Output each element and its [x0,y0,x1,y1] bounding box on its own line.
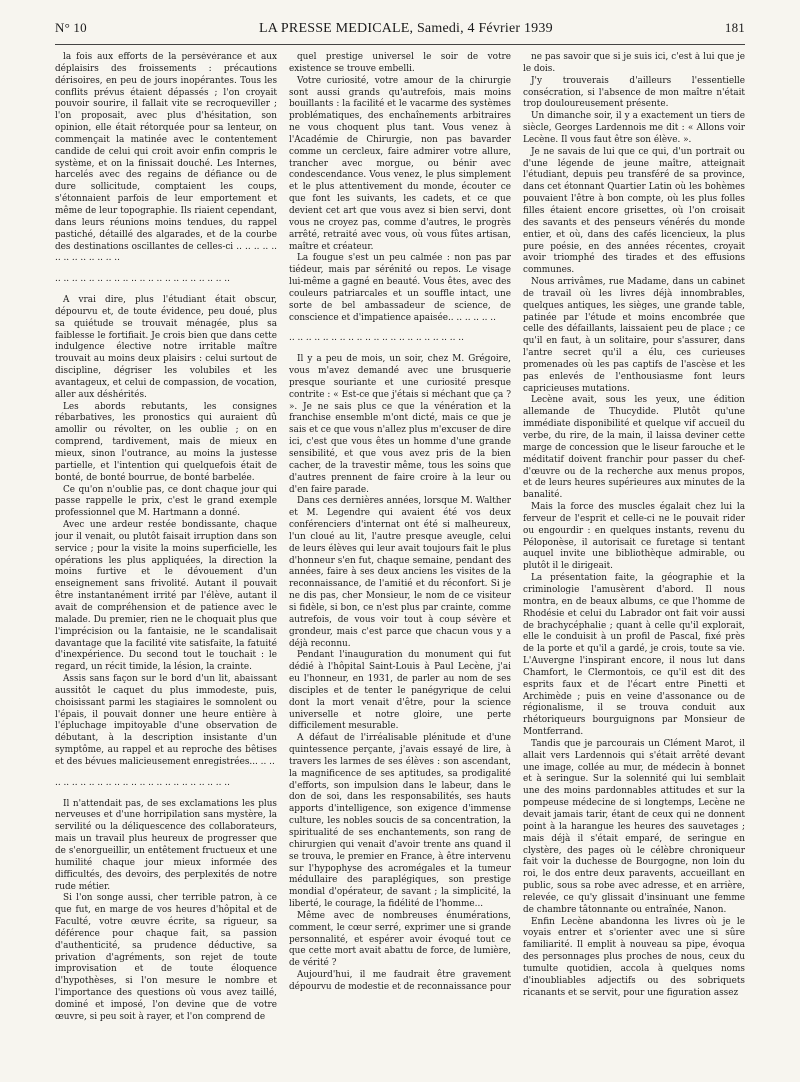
text-column-3 [523,52,745,1070]
paragraph: Lecène avait, sous les yeux, une édition allemande de Thucydide. Plutôt qu'une immédiate disponibilité et quelque vif accueil du verbe, du rire, de la main, il laissa deviner cette marge de concession que le liseur farouche et le méditatif doivent franchir pour passer du chef-d'œuvre ou de la recherche aux menus propos, et de leurs heures supérieures aux minutes de la banalité. [523,395,745,501]
paragraph: Ce qu'on n'oublie pas, ce dont chaque jour qui passe rappelle le prix, c'est le grand exemple professionnel que M. Hartmann a donné. [55,484,277,519]
paragraph: Un dimanche soir, il y a exactement un tiers de siècle, Georges Lardennois me dit : « Allons voir Lecène. Il vous faut être son élève. ». [523,111,745,145]
paragraph: Aujourd'hui, il me faudrait être gravement dépourvu de modestie et de reconnaissance pour [289,970,511,992]
paragraph: .. .. .. .. .. .. .. .. .. .. .. .. .. .. .. .. .. .. .. .. .. [55,777,230,788]
page-number: 181 [724,20,745,35]
paragraph: Assis sans façon sur le bord d'un lit, abaissant aussitôt le caquet du plus immodeste, puis, choisissant parmi les stagiaires le somnolent ou l'épais, il pouvait donner une heure entière à l'épluchage impitoyable d'une observation de débutant, à la description insistante d'un symptôme, au rappel et au reproche des bêtises et des bévues malicieusement enregistrées... .. .. [55,674,277,767]
paragraph: A vrai dire, plus l'étudiant était obscur, dépourvu et, de toute évidence, peu doué, plus sa quiétude se trouvait ménagée, plus sa faiblesse le fortifiait. Je crois bien que dans cette indulgence élective notre irritable maître trouvait au moins deux plaisirs : celui surtout de discipline, dégriser les volubiles et les avantageux, et celui de compassion, de vocation, aller aux déshérités. [55,295,277,400]
issue-number: N° 10 [55,20,87,35]
paragraph: La fougue s'est un peu calmée : non pas par tiédeur, mais par sérénité ou repos. Le visage lui-même a gagné en beauté. Vous êtes, avec des couleurs patriarcales et un souffle intact, une sorte de bel ambassadeur de science, de conscience et d'impatience apaisée.. .. .. .. .. .. [289,253,511,323]
paragraph: La présentation faite, la géographie et la criminologie l'amusèrent d'abord. Il nous montra, en de beaux albums, ce que l'homme de Rhodésie et celui du Labrador ont fait voir aussi de brachycéphalie ; quant à celle qu'il explorait, elle le conduisit à un profil de Pascal, fixé près de la porte et qu'il a gardé, je crois, toute sa vie. L'Auvergne l'inspirant encore, il nous lut dans Chamfort, le Clermontois, ce qu'il est dit des esprits faux et de l'écart entre Pinetti et Archimède ; puis en veine d'assonance ou de régionalisme, il se trouva conduit aux rhétoriqueurs bourguignons par Monsieur de Montferrand. [523,573,745,738]
paragraph: la fois aux efforts de la persévérance et aux déplaisirs des froissements : précautions dérisoires, en peu de jours inopérantes. Tous les conflits prévus étaient dépassés ; l'on croyait pouvoir sourire, il fallait vite se recroqueviller ; l'on proposait, avec plus d'hésitation, son opinion, elle était rétorquée pour sa lenteur, on commençait la matinée avec le contentement candide de celui qui croit avoir enfin compris le système, et on la finissait douché. Les Internes, harcelés avec des regains de défiance ou de dure sollicitude, comptaient les coups, s'étonnaient parfois de leur emportement et même de leur topographie. Ils riaient cependant, dans leurs réunions moins tendues, du rappel pastiché, détaillé des algarades, et de la courbe des destinations oscillantes de celles-ci .. .. .. .. .. .. .. .. .. .. .. .. .. [55,52,277,264]
paragraph: Je ne savais de lui que ce qui, d'un portrait ou d'une légende de jeune maître, atteignait l'étudiant, depuis peu transféré de sa province, dans cet étonnant Quartier Latin où les bohèmes pouvaient l'être à bon compte, où les plus folles filles étaient encore grisettes, où l'on croisait des savants et des penseurs vénérés du monde entier, et où, dans des cafés licencieux, la plus pure poésie, en des années récentes, croyait avoir triomphé des tirades et des effusions communes. [523,146,745,276]
paragraph: Tandis que je parcourais un Clément Marot, il allait vers Lardennois qui s'était arrêté devant une image, collée au mur, de médecin à bonnet et à seringue. Sur la solennité qui lui semblait une des moins pardonnables attitudes et sur la pompeuse médecine de si longtemps, Lecène ne devait jamais tarir, étant de ceux qui ne donnent point à la harangue les heures des sauvetages ; mais déjà il s'était emparé, de seringue en clystère, des pages où le célèbre chroniqueur fait voir la duchesse de Bourgogne, non loin du roi, le dos entre deux paravents, accueillant en public, sous sa robe avec adresse, et en arrière, relevée, ce qu'y glissait d'insinuant une femme de chambre tâtonnante ou entraînée, Nanon. [523,738,745,915]
paragraph: Pendant l'inauguration du monument qui fut dédié à l'hôpital Saint-Louis à Paul Lecène, j'ai eu l'honneur, en 1931, de parler au nom de ses disciples et de tenter le panégyrique de celui dont la mort venait d'être, pour la science universelle et notre gloire, une perte difficilement mesurable. [289,650,511,732]
text-column-1 [55,52,277,1070]
paragraph: A défaut de l'irréalisable plénitude et d'une quintessence perçante, j'avais essayé de lire, à travers les larmes de ses élèves : son ascendant, la magnificence de ses aptitudes, sa prodigalité d'efforts, son impulsion dans le labeur, dans le don de soi, dans les responsabilités, ses hauts apports d'intelligence, son exigence d'immense culture, les nobles soucis de sa concentration, la spiritualité de ses enchantements, son rang de chirurgien qui venait d'avoir trente ans quand il se trouva, le premier en France, à être intervenu sur l'hypophyse des acromégales et la tumeur médullaire des paraplégiques, son prestige mondial d'opérateur, de savant ; la simplicité, la liberté, le courage, la fidélité de l'homme... [289,733,511,910]
paragraph: Enfin Lecène abandonna les livres où je le voyais entrer et s'orienter avec une si sûre familiarité. Il emplit à nouveau sa pipe, évoqua des personnages plus proches de nous, ceux du tumulte quotidien, accola à quelques noms d'inoubliables adjectifs ou des sobriquets ricanants et se servit, pour une figuration assez [523,916,745,998]
text-column-2 [289,52,511,1070]
header-rule [55,44,745,45]
paragraph: Votre curiosité, votre amour de la chirurgie sont aussi grands qu'autrefois, mais moins bouillants : la facilité et le vacarme des systèmes problématiques, des enchaînements arbitraires ne vous choquent plus tant. Vous venez à l'Académie de Chirurgie, non pas bavarder comme un cercleux, faire admirer votre allure, trancher avec morgue, ou bénir avec condescendance. Vous venez, le plus simplement et le plus attentivement du monde, écouter ce que font les suivants, les cadets, et ce que devient cet art que vous avez si bien servi, dont vous ne croyez pas, comme d'autres, le progrès arrêté, retraité avec vous, où vous fûtes artisan, maître et créateur. [289,75,511,252]
paragraph: Avec une ardeur restée bondissante, chaque jour il venait, ou plutôt faisait irruption dans son service ; pour la visite la moins superficielle, les opérations les plus appliquées, la direction la moins furtive et le dévouement d'un enseignement sans frivolité. Autant il pouvait être instantanément irrité par l'élève, autant il avait de compréhension et de patience avec le malade. Du premier, rien ne le choquait plus que l'imprécision ou la fantaisie, ne le scandalisait davantage que la facilité vite satisfaite, la fatuité d'inexpérience. Du second tout le touchait : le regard, un récit timide, la lésion, la crainte. [55,520,277,673]
paragraph: ne pas savoir que si je suis ici, c'est à lui que je le dois. [523,52,745,74]
paragraph: Nous arrivâmes, rue Madame, dans un cabinet de travail où les livres déjà innombrables, quelques antiques, les sièges, une grande table, patinée par l'étude et moins encombrée que celle des défaillants, laissaient peu de place ; ce qu'il en faut, à un solitaire, pour s'assurer, dans l'antre secret qu'il a élu, ces curieuses promenades où les pas captifs de l'ascèse et les pas enlevés de l'enthousiasme font leurs capricieuses mutations. [523,277,745,394]
paragraph: Les abords rebutants, les consignes rébarbatives, les pronostics qui auraient dû amollir ou révolter, on les oublie ; on en comprend, tardivement, mais de mieux en mieux, sinon l'outrance, au moins la justesse partielle, et l'intention qui quelquefois était de bonté, de bonté bourrue, de bonté barbelée. [55,401,277,483]
paragraph: Même avec de nombreuses énumérations, comment, le cœur serré, exprimer une si grande personnalité, et espérer avoir évoqué tout ce que cette mort avait abattu de force, de lumière, de vérité ? [289,910,511,969]
paragraph: Dans ces dernières années, lorsque M. Walther et M. Legendre qui avaient été vos deux conférenciers d'internat ont été si malheureux, l'un cloué au lit, l'autre presque aveugle, celui de leurs élèves qui leur avait toujours fait le plus d'honneur s'en fut, chaque semaine, pendant des années, faire à ses deux anciens les visites de la reconnaissance, de l'amitié et du réconfort. Si je ne dis pas, cher Monsieur, le nom de ce visiteur si fidèle, si bon, ce n'est plus par crainte, comme autrefois, de vous voir tout à coup sévère et grondeur, mais c'est parce que chacun vous y a déjà reconnu. [289,496,511,649]
article-body [55,52,745,1070]
paragraph: Si l'on songe aussi, cher terrible patron, à ce que fut, en marge de vos heures d'hôpital et de Faculté, votre œuvre écrite, sa rigueur, sa déférence pour chaque fait, sa passion d'authenticité, sa prudence déductive, sa privation d'agréments, son rejet de toute improvisation et de toute éloquence d'hypothèses, si l'on mesure le nombre et l'importance des questions où vous avez taillé, dominé et imposé, l'on devine que de votre œuvre, si peu soit à rayer, et l'on comprend de [55,893,277,1022]
paragraph: Mais la force des muscles égalait chez lui la ferveur de l'esprit et celle-ci ne le pouvait rider ou engourdir : en quelques instants, revenu du Péloponèse, il autorisait ce furetage si tentant auquel invite une bibliothèque admirable, ou plutôt il le dirigeait. [523,502,745,572]
paragraph: .. .. .. .. .. .. .. .. .. .. .. .. .. .. .. .. .. .. .. .. .. [55,274,230,285]
paragraph: .. .. .. .. .. .. .. .. .. .. .. .. .. .. .. .. .. .. .. .. .. [289,333,464,344]
paragraph: quel prestige universel le soir de votre existence se trouve embelli. [289,52,511,74]
running-header [55,20,745,42]
paragraph: Il n'attendait pas, de ses exclamations les plus nerveuses et d'une horripilation sans mystère, la servilité ou la déliquescence des collaborateurs, mais un travail plus heureux de progresser que de s'enorgueillir, un entêtement fructueux et une humilité chaque jour mieux informée des difficultés, des devoirs, des perplexités de notre rude métier. [55,798,277,892]
paragraph: Il y a peu de mois, un soir, chez M. Grégoire, vous m'avez demandé avec une brusquerie presque souriante et une curiosité presque contrite : « Est-ce que j'étais si méchant que ça ? ». Je ne sais plus ce que la vénération et la franchise ensemble m'ont dicté, mais ce que je sais et ce que vous n'allez plus m'excuser de dire ici, c'est que vous êtes un homme d'une grande sensibilité, et que vous avez pris de la bien cacher, de la travestir même, tous les soins que d'autres prennent de faire croire à la leur ou d'en faire parade. [289,354,511,495]
paragraph: J'y trouverais d'ailleurs l'essentielle consécration, si l'absence de mon maître n'était trop douloureusement présente. [523,75,745,110]
journal-title: LA PRESSE MEDICALE, Samedi, 4 Février 1939 [258,21,553,36]
